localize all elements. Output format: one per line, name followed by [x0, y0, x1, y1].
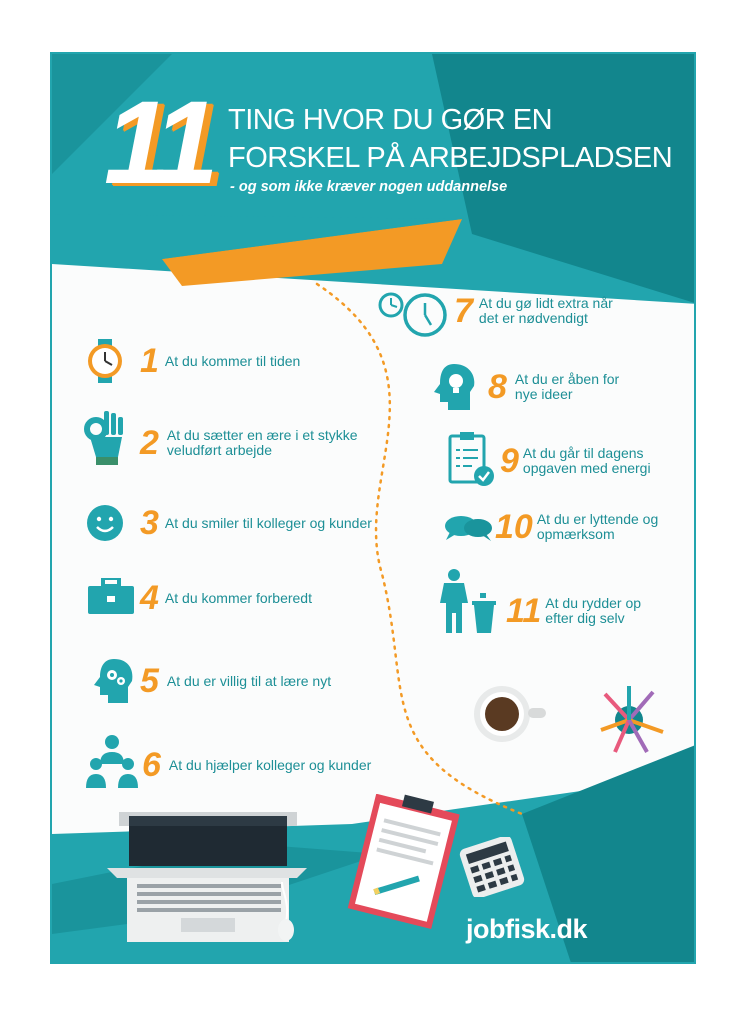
item-text: At du smiler til kolleger og kunder [164, 514, 372, 531]
mouse-icon [266, 882, 302, 942]
clocks-icon [377, 289, 447, 339]
head-lightbulb-icon [432, 364, 476, 410]
list-item-4 [140, 581, 365, 615]
list-item-10 [495, 510, 689, 544]
person-trash-icon [440, 569, 496, 635]
smiley-icon [86, 504, 124, 542]
item-text: At du gø lidt extra når det er nødvendigt [478, 295, 613, 326]
item-number: 4 [140, 579, 159, 617]
item-text: At du hjælper kolleger og kunder [168, 756, 372, 773]
list-item-5 [140, 664, 387, 698]
item-text: At du går til dagens opgaven med energi [522, 445, 651, 476]
list-item-1 [140, 344, 335, 378]
clipboard-pen-icon [342, 794, 462, 934]
item-number: 2 [140, 424, 159, 462]
item-text: At du er lyttende og opmærksom [536, 511, 659, 542]
list-item-9 [500, 444, 679, 478]
list-item-6 [142, 748, 429, 782]
item-number: 3 [140, 504, 159, 542]
big-eleven-number: 11 [104, 77, 211, 209]
item-number: 8 [488, 368, 507, 406]
calculator-icon [457, 837, 527, 897]
list-item-11 [506, 594, 665, 628]
pencil-cup-icon [597, 686, 669, 758]
briefcase-icon [88, 578, 134, 614]
item-number: 10 [495, 508, 533, 546]
title-line-2: FORSKEL PÅ ARBEJDSPLADSEN [228, 142, 673, 174]
head-gears-icon [94, 659, 134, 703]
watch-icon [85, 339, 125, 383]
item-text: At du rydder op efter dig selv [545, 595, 642, 626]
item-number: 1 [140, 342, 159, 380]
item-text: At du er åben for nye ideer [514, 371, 620, 402]
item-text: At du sætter en ære i et stykke veludført arbejde [166, 427, 358, 458]
item-text: At du kommer til tiden [164, 352, 301, 369]
clipboard-check-icon [448, 432, 496, 488]
title-line-1: TING HVOR DU GØR EN [228, 104, 553, 136]
ok-hand-icon [82, 409, 126, 467]
item-text: At du kommer forberedt [164, 589, 312, 606]
coffee-cup-icon [472, 684, 552, 748]
item-number: 9 [500, 442, 519, 480]
jobfisk-logo: jobfisk.dk [466, 914, 588, 944]
infographic-poster [50, 52, 696, 964]
list-item-3 [140, 506, 425, 540]
item-number: 11 [506, 592, 542, 630]
item-number: 7 [454, 292, 473, 330]
subtitle: - og som ikke kræver nogen uddannelse [230, 179, 508, 195]
item-number: 5 [140, 662, 159, 700]
speech-bubbles-icon [444, 514, 494, 542]
list-item-8 [488, 370, 645, 404]
item-text: At du er villig til at lære nyt [166, 672, 332, 689]
item-number: 6 [142, 746, 161, 784]
list-item-2 [140, 426, 387, 460]
people-group-icon [84, 734, 140, 788]
list-item-7 [454, 294, 629, 328]
